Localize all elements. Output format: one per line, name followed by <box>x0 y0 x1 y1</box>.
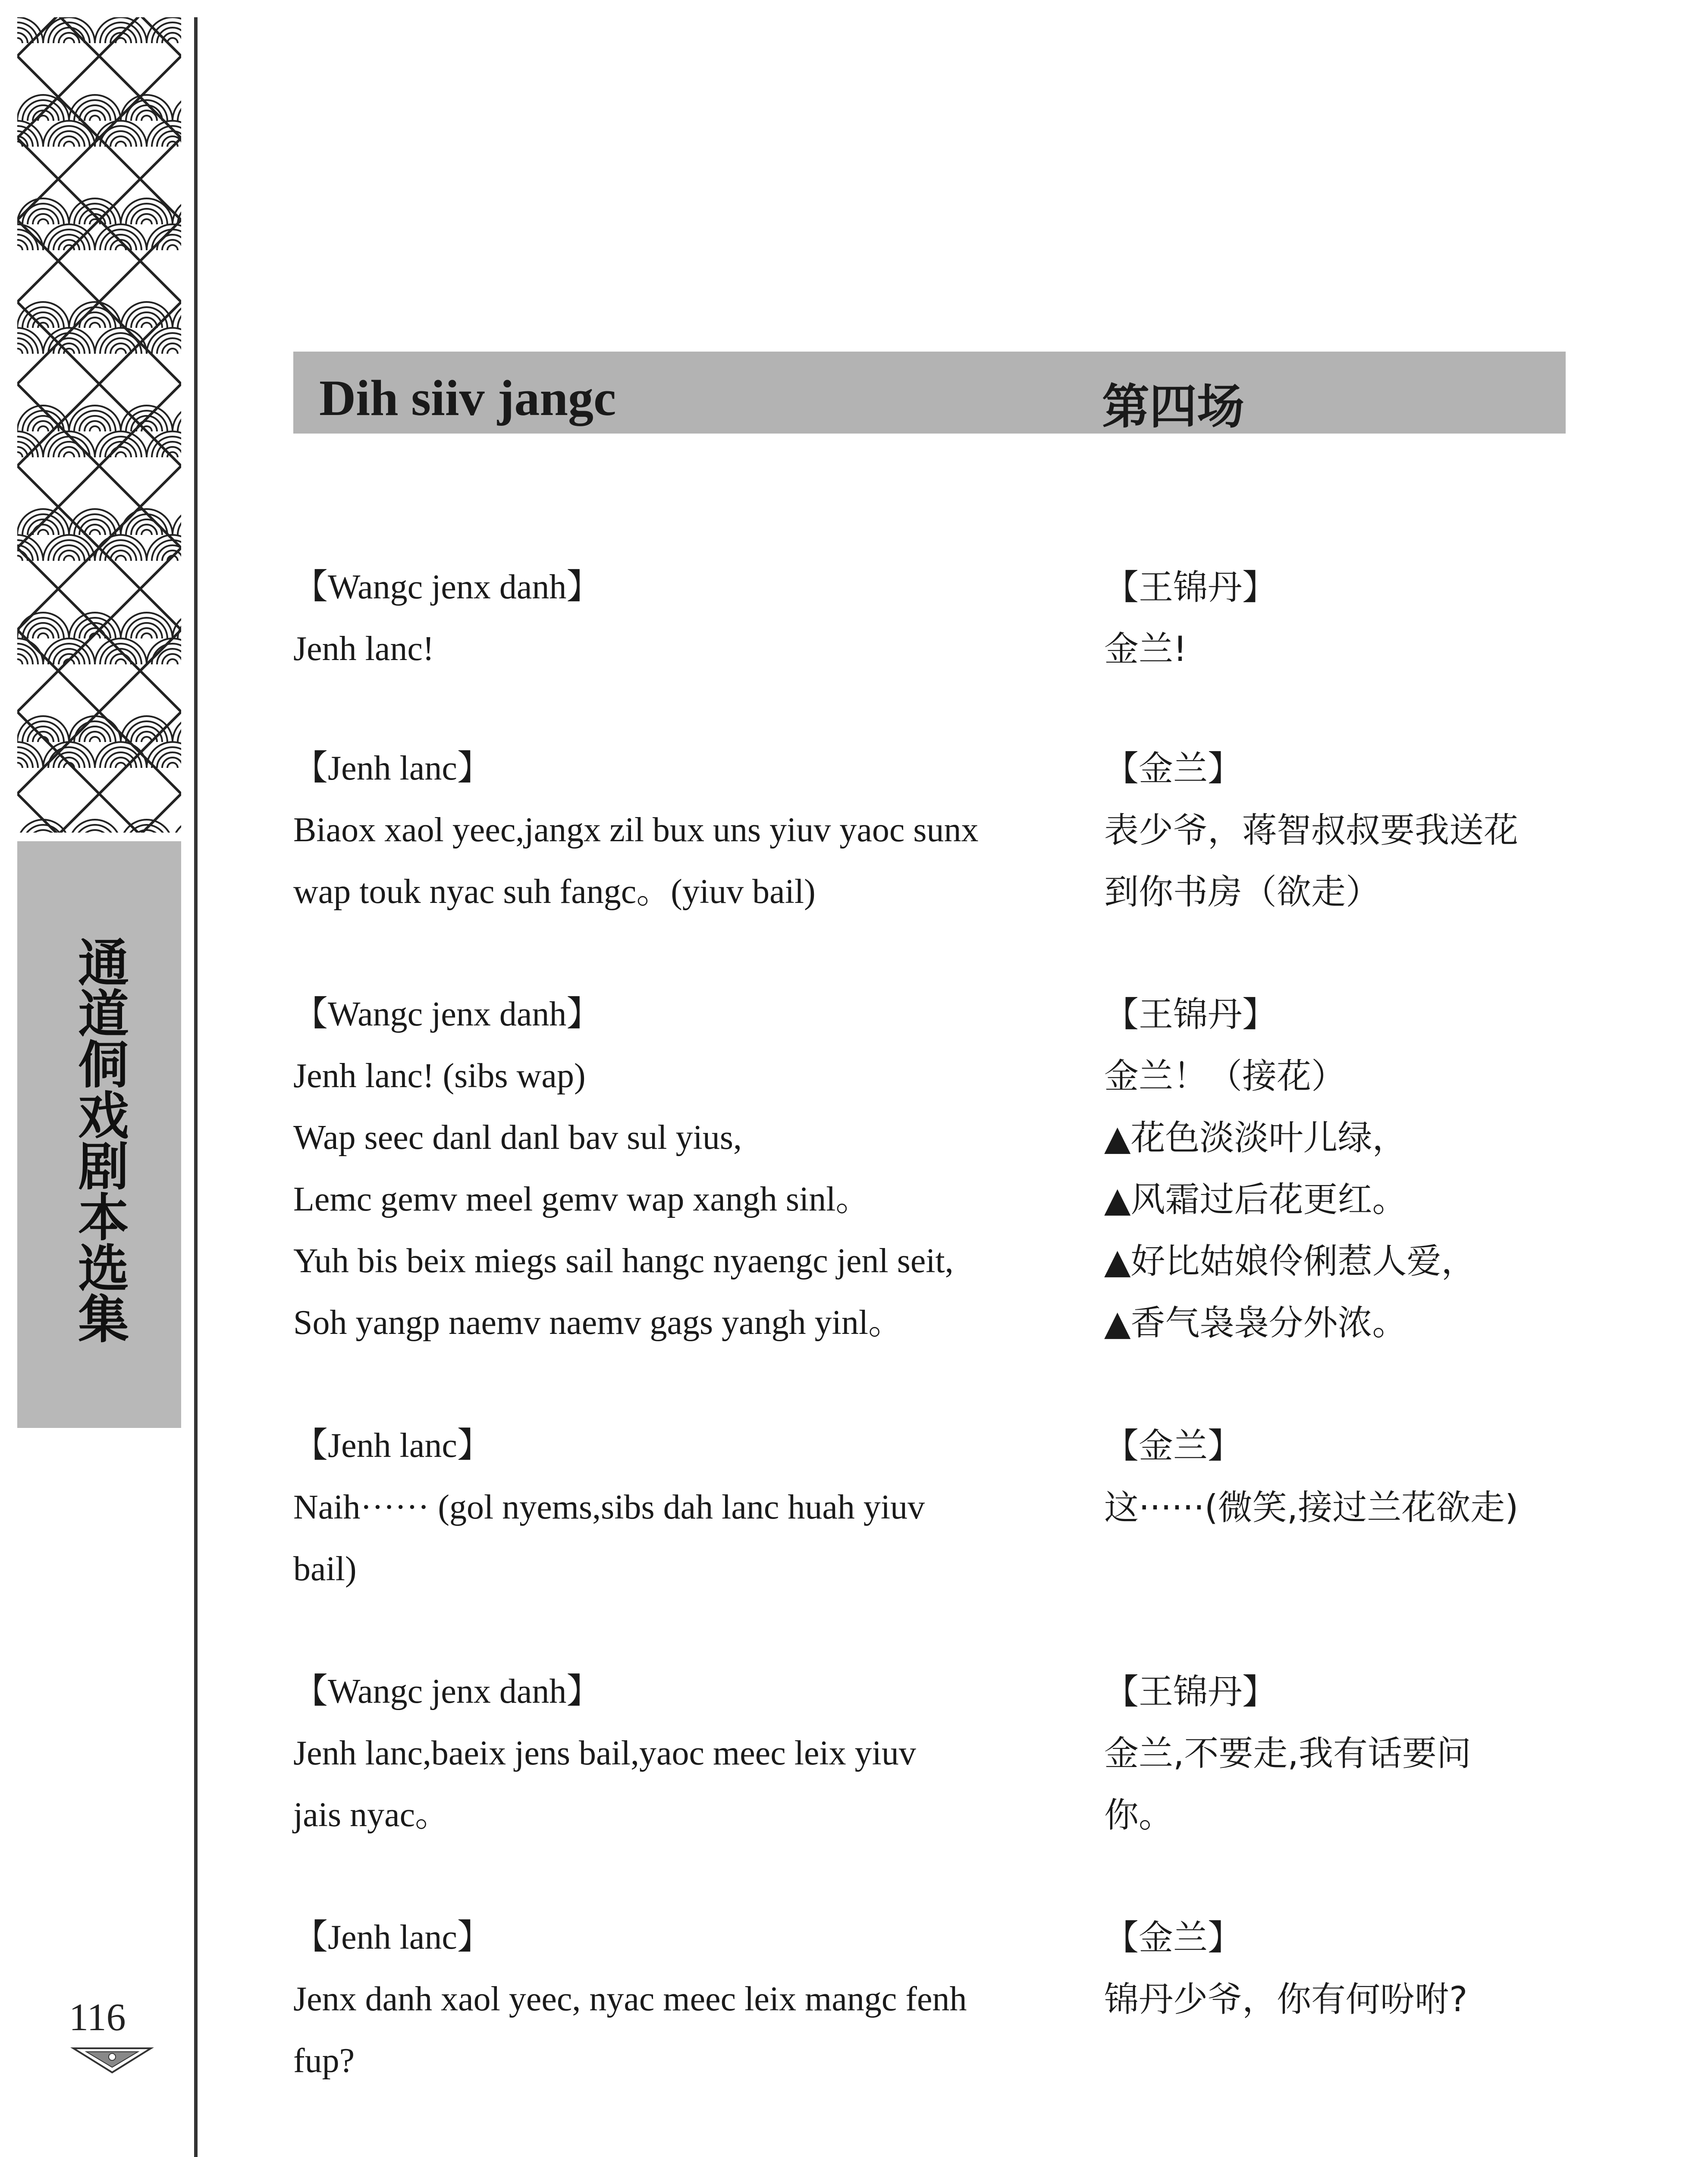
speaker-dong: 【Wangc jenx danh】 <box>293 995 601 1033</box>
line-dong: Wap seec danl danl bav sul yius, <box>293 1119 742 1157</box>
line-dong: wap touk nyac suh fangc。(yiuv bail) <box>293 873 816 911</box>
speaker-dong: 【Jenh lanc】 <box>293 749 492 787</box>
speaker-dong: 【Wangc jenx danh】 <box>293 568 601 606</box>
book-title-char: 选 <box>69 1242 129 1292</box>
line-chinese: 金兰! <box>1104 629 1187 669</box>
line-dong: fup? <box>293 2042 355 2080</box>
book-title-char: 道 <box>69 987 129 1038</box>
line-dong: Jenh lanc! <box>293 630 434 668</box>
decorative-wave-pattern <box>17 17 181 833</box>
line-dong: Yuh bis beix miegs sail hangc nyaengc jenl seit, <box>293 1242 954 1280</box>
book-title-char: 戏 <box>69 1089 129 1140</box>
book-title-char: 本 <box>69 1191 129 1242</box>
scene-header <box>293 352 1566 434</box>
line-dong: Jenh lanc,baeix jens bail,yaoc meec leix yiuv <box>293 1734 916 1772</box>
line-chinese: ▲风霜过后花更红。 <box>1104 1179 1407 1220</box>
speaker-dong: 【Wangc jenx danh】 <box>293 1673 601 1711</box>
line-dong: Biaox xaol yeec,jangx zil bux uns yiuv yaoc sunx <box>293 811 979 849</box>
line-chinese: 你。 <box>1104 1795 1173 1835</box>
speaker-chinese: 【王锦丹】 <box>1104 994 1277 1034</box>
book-title <box>17 936 181 1350</box>
speaker-chinese: 【金兰】 <box>1104 1426 1242 1466</box>
line-dong: Lemc gemv meel gemv wap xangh sinl。 <box>293 1180 870 1218</box>
speaker-chinese: 【王锦丹】 <box>1104 1672 1277 1712</box>
speaker-chinese: 【王锦丹】 <box>1104 567 1277 607</box>
speaker-chinese: 【金兰】 <box>1104 1918 1242 1958</box>
line-chinese: 到你书房（欲走） <box>1104 872 1380 912</box>
line-chinese: 锦丹少爷，你有何吩咐? <box>1104 1979 1468 2019</box>
book-title-char: 集 <box>69 1292 129 1343</box>
page-number: 116 <box>69 1996 126 2039</box>
line-chinese: ▲花色淡淡叶儿绿， <box>1104 1118 1407 1158</box>
line-chinese: 金兰！（接花） <box>1104 1056 1346 1096</box>
speaker-dong: 【Jenh lanc】 <box>293 1427 492 1465</box>
page-ornament-icon <box>69 2045 155 2075</box>
line-chinese: 金兰,不要走,我有话要问 <box>1104 1733 1471 1773</box>
speaker-chinese: 【金兰】 <box>1104 748 1242 789</box>
book-title-band <box>17 841 181 1428</box>
line-dong: bail) <box>293 1550 357 1588</box>
line-dong: jais nyac。 <box>293 1796 450 1834</box>
wave-pattern-icon <box>17 17 181 833</box>
line-dong: Naih······ (gol nyems,sibs dah lanc huah yiuv <box>293 1488 925 1526</box>
book-title-char: 通 <box>69 936 129 987</box>
line-dong: Jenh lanc! (sibs wap) <box>293 1057 586 1095</box>
book-title-char: 剧 <box>69 1140 129 1191</box>
line-dong: Jenx danh xaol yeec, nyac meec leix mangc fenh <box>293 1980 967 2018</box>
scene-title-chinese: 第四场 <box>1102 379 1244 434</box>
line-chinese: 表少爷，蒋智叔叔要我送花 <box>1104 810 1518 850</box>
spine-divider <box>194 17 198 2157</box>
speaker-dong: 【Jenh lanc】 <box>293 1918 492 1956</box>
line-dong: Soh yangp naemv naemv gags yangh yinl。 <box>293 1304 903 1342</box>
line-chinese: ▲香气袅袅分外浓。 <box>1104 1303 1407 1343</box>
line-chinese: 这······(微笑,接过兰花欲走) <box>1104 1487 1519 1528</box>
scene-title-dong: Dih siiv jangc <box>319 370 616 426</box>
line-chinese: ▲好比姑娘伶俐惹人爱， <box>1104 1241 1476 1281</box>
book-title-char: 侗 <box>69 1038 129 1089</box>
